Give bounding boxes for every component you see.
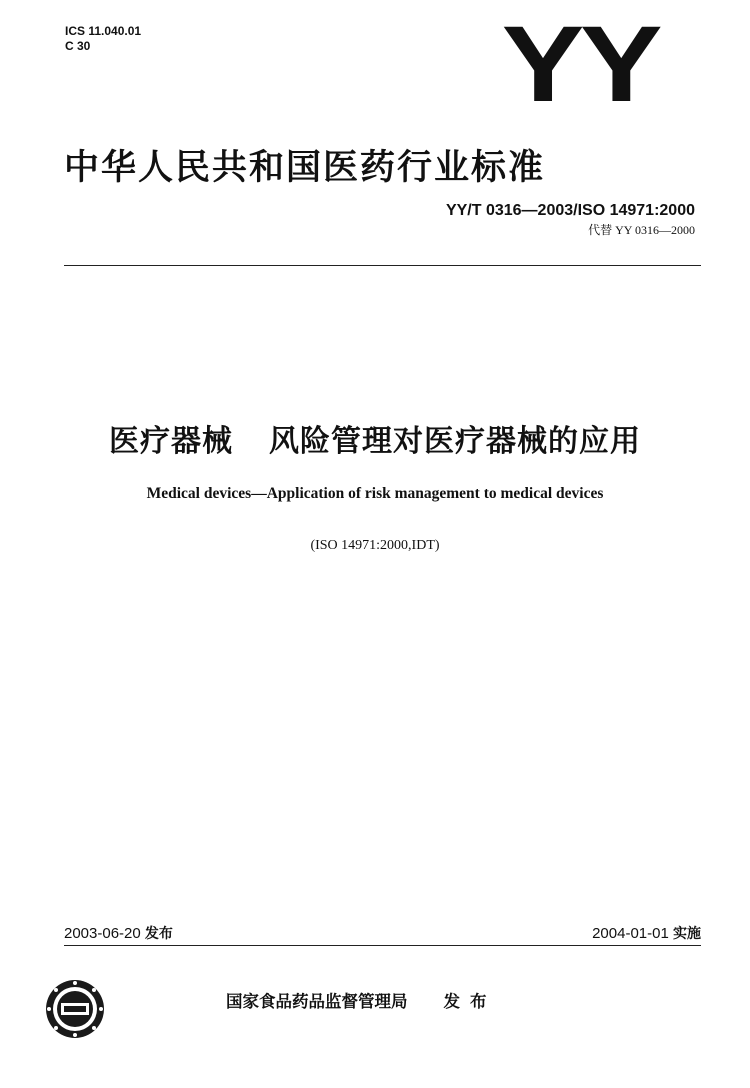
issue-label: 发布: [144, 926, 173, 942]
replaces-note: 代替 YY 0316—2000: [588, 223, 695, 237]
title-cn-part1: 医疗器械: [109, 424, 233, 459]
top-divider: [64, 265, 701, 266]
standard-number-block: [446, 202, 695, 238]
issuing-authority: [226, 988, 497, 1012]
ics-code: ICS 11.040.01: [65, 24, 142, 38]
issue-date: 2003-06-20: [64, 925, 141, 942]
ccs-code: C 30: [65, 39, 91, 53]
bottom-divider: [64, 945, 701, 946]
issue-date-line: [64, 923, 173, 943]
effective-label: 实施: [673, 926, 701, 942]
national-emblem-seal-icon: [44, 978, 106, 1040]
identical-reference: (ISO 14971:2000,IDT): [310, 538, 440, 553]
yy-logo: YY: [501, 3, 658, 124]
issuer-action: 发布: [443, 992, 497, 1011]
document-title-cn: [0, 416, 750, 460]
classification-codes: [65, 24, 141, 54]
title-cn-part2: 风险管理对医疗器械的应用: [269, 424, 641, 459]
standard-type-heading: 中华人民共和国医药行业标准: [64, 148, 546, 188]
document-title-en: Medical devices—Application of risk management to medical devices: [146, 485, 604, 502]
issuer-name: 国家食品药品监督管理局: [226, 992, 408, 1011]
standard-number: YY/T 0316—2003/ISO 14971:2000: [445, 202, 695, 219]
effective-date: 2004-01-01: [592, 925, 669, 942]
effective-date-line: [592, 923, 701, 943]
